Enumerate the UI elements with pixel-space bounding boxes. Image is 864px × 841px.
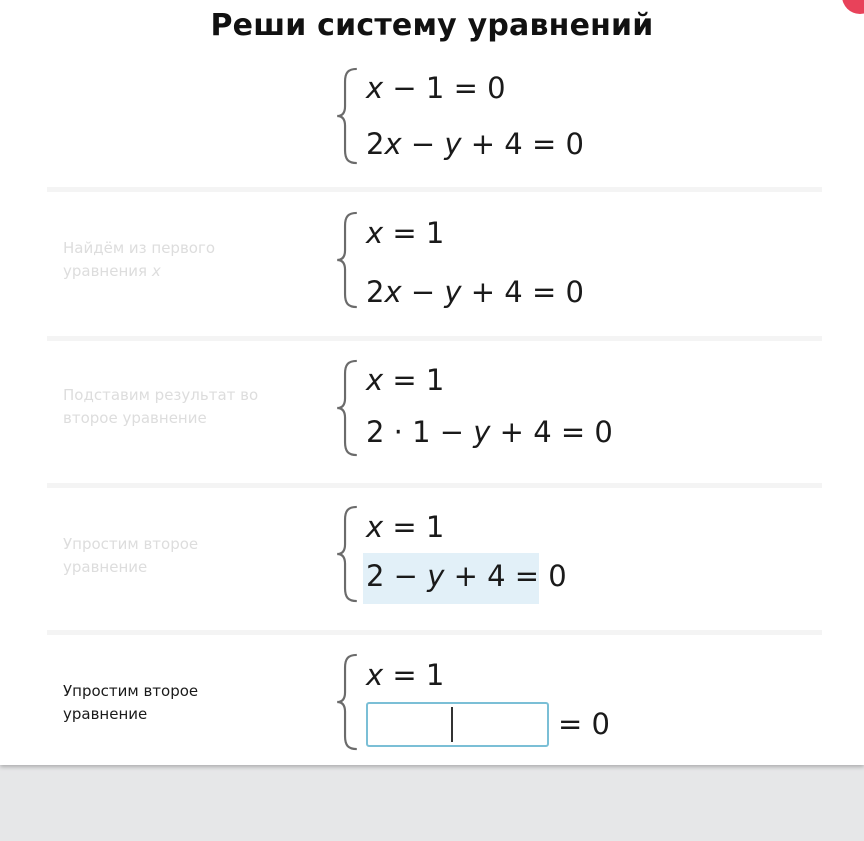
step-divider: [47, 187, 822, 192]
step-divider: [47, 483, 822, 488]
page-title: Реши систему уравнений: [210, 8, 654, 43]
step-1-note: Найдём из первого уравнения x: [63, 239, 216, 280]
brace-icon: [335, 505, 359, 603]
brace-icon: [335, 211, 359, 309]
step-divider: [47, 336, 822, 341]
step-1-equation-1: x = 1: [366, 216, 445, 250]
brace-icon: [335, 67, 359, 165]
step-3-equation-1: x = 1: [366, 510, 445, 544]
step-divider: [47, 630, 822, 635]
step-2-equation-2: 2 · 1 − y + 4 = 0: [366, 415, 613, 449]
text-caret: [451, 707, 453, 742]
step-4-note: Упростим второе уравнение: [63, 682, 199, 723]
brace-icon: [335, 359, 359, 457]
step-1-equation-2: 2x − y + 4 = 0: [366, 275, 584, 309]
step-4-equation-2-suffix: = 0: [558, 707, 610, 741]
step-3-equation-2: 2 − y + 4 = 0: [366, 559, 567, 593]
step-3-note: Упростим второе уравнение: [63, 535, 199, 576]
brace-icon: [335, 653, 359, 751]
task-equation-2: 2x − y + 4 = 0: [366, 127, 584, 161]
answer-input[interactable]: [366, 702, 549, 747]
step-4-equation-1: x = 1: [366, 658, 445, 692]
step-2-note: Подставим результат во второе уравнение: [63, 386, 259, 427]
task-equation-1: x − 1 = 0: [366, 71, 506, 105]
step-2-equation-1: x = 1: [366, 363, 445, 397]
